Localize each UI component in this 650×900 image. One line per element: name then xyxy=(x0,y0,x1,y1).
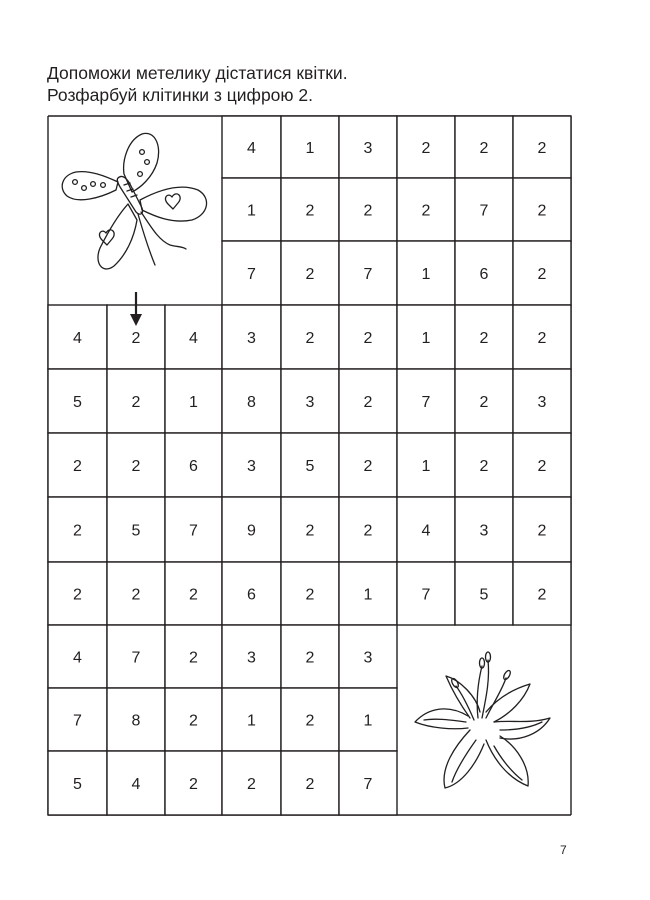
cell-number: 4 xyxy=(73,649,82,667)
cell-number: 1 xyxy=(363,712,373,730)
cell-number: 2 xyxy=(131,330,141,347)
cell-number: 2 xyxy=(305,586,315,604)
cell-number: 7 xyxy=(73,712,82,730)
cell-number: 2 xyxy=(305,649,315,667)
cell-number: 3 xyxy=(247,458,256,475)
cell-number: 8 xyxy=(247,394,256,411)
cell-number: 2 xyxy=(479,140,489,157)
cell-number: 4 xyxy=(189,330,198,347)
cell-number: 2 xyxy=(305,202,315,220)
cell-number: 9 xyxy=(247,522,256,540)
cell-number: 7 xyxy=(421,586,431,604)
cell-number: 6 xyxy=(479,266,489,283)
cell-number: 7 xyxy=(479,202,489,220)
cell-number: 2 xyxy=(131,586,141,604)
cell-number: 2 xyxy=(189,712,198,730)
cell-number: 4 xyxy=(421,522,431,540)
cell-number: 2 xyxy=(363,330,373,347)
cell-number: 2 xyxy=(189,649,198,667)
cell-number: 7 xyxy=(189,522,198,540)
cell-number: 2 xyxy=(363,202,373,220)
cell-number: 2 xyxy=(537,458,547,475)
cell-number: 2 xyxy=(131,394,141,411)
cell-number: 1 xyxy=(421,330,431,347)
cell-number: 2 xyxy=(189,586,198,604)
cell-number: 2 xyxy=(131,458,141,475)
cell-number: 1 xyxy=(421,266,431,283)
cell-number: 2 xyxy=(305,522,315,540)
cell-number: 2 xyxy=(305,712,315,730)
cell-number: 2 xyxy=(363,522,373,540)
cell-number: 4 xyxy=(247,140,256,157)
cell-number: 7 xyxy=(421,394,431,411)
cell-number: 1 xyxy=(247,202,256,220)
cell-number: 3 xyxy=(247,330,256,347)
instruction-line-1: Допоможи метелику дістатися квітки. xyxy=(47,63,348,83)
cell-number: 8 xyxy=(131,712,141,730)
page-number: 7 xyxy=(560,843,567,857)
cell-number: 3 xyxy=(537,394,547,411)
cell-number: 3 xyxy=(363,649,373,667)
cell-number: 2 xyxy=(537,140,547,157)
cell-number: 4 xyxy=(73,330,82,347)
cell-number: 2 xyxy=(363,458,373,475)
cell-number: 1 xyxy=(189,394,198,411)
cell-number: 2 xyxy=(305,776,315,793)
cell-number: 3 xyxy=(247,649,256,667)
cell-number: 2 xyxy=(537,330,547,347)
cell-number: 4 xyxy=(131,776,141,793)
cell-number: 5 xyxy=(305,458,315,475)
cell-number: 7 xyxy=(247,266,256,283)
cell-number: 5 xyxy=(73,394,82,411)
cell-number: 3 xyxy=(479,522,489,540)
cell-number: 2 xyxy=(479,458,489,475)
cell-number: 2 xyxy=(537,586,547,604)
cell-number: 3 xyxy=(363,140,373,157)
cell-number: 2 xyxy=(73,586,82,604)
cell-number: 2 xyxy=(537,266,547,283)
cell-number: 5 xyxy=(131,522,141,540)
cell-number: 2 xyxy=(73,522,82,540)
cell-number: 2 xyxy=(363,394,373,411)
maze-cells xyxy=(48,116,571,815)
cell-number: 2 xyxy=(537,202,547,220)
cell-number: 2 xyxy=(305,330,315,347)
cell-number: 1 xyxy=(363,586,373,604)
instruction-line-2: Розфарбуй клітинки з цифрою 2. xyxy=(47,85,313,105)
cell-number: 2 xyxy=(73,458,82,475)
cell-number: 2 xyxy=(189,776,198,793)
cell-number: 2 xyxy=(421,202,431,220)
cell-number: 7 xyxy=(363,776,373,793)
cell-number: 2 xyxy=(479,394,489,411)
cell-number: 6 xyxy=(189,458,198,475)
cell-number: 1 xyxy=(305,140,315,157)
cell-number: 1 xyxy=(247,712,256,730)
cell-number: 7 xyxy=(131,649,141,667)
cell-number: 2 xyxy=(537,522,547,540)
cell-number: 5 xyxy=(73,776,82,793)
cell-number: 2 xyxy=(305,266,315,283)
cell-number: 2 xyxy=(479,330,489,347)
cell-number: 5 xyxy=(479,586,489,604)
cell-number: 1 xyxy=(421,458,431,475)
lily-flower-icon xyxy=(415,652,550,788)
cell-number: 3 xyxy=(305,394,315,411)
cell-number: 7 xyxy=(363,266,373,283)
cell-number: 2 xyxy=(247,776,256,793)
cell-number: 6 xyxy=(247,586,256,604)
cell-number: 2 xyxy=(421,140,431,157)
butterfly-icon xyxy=(62,133,206,269)
